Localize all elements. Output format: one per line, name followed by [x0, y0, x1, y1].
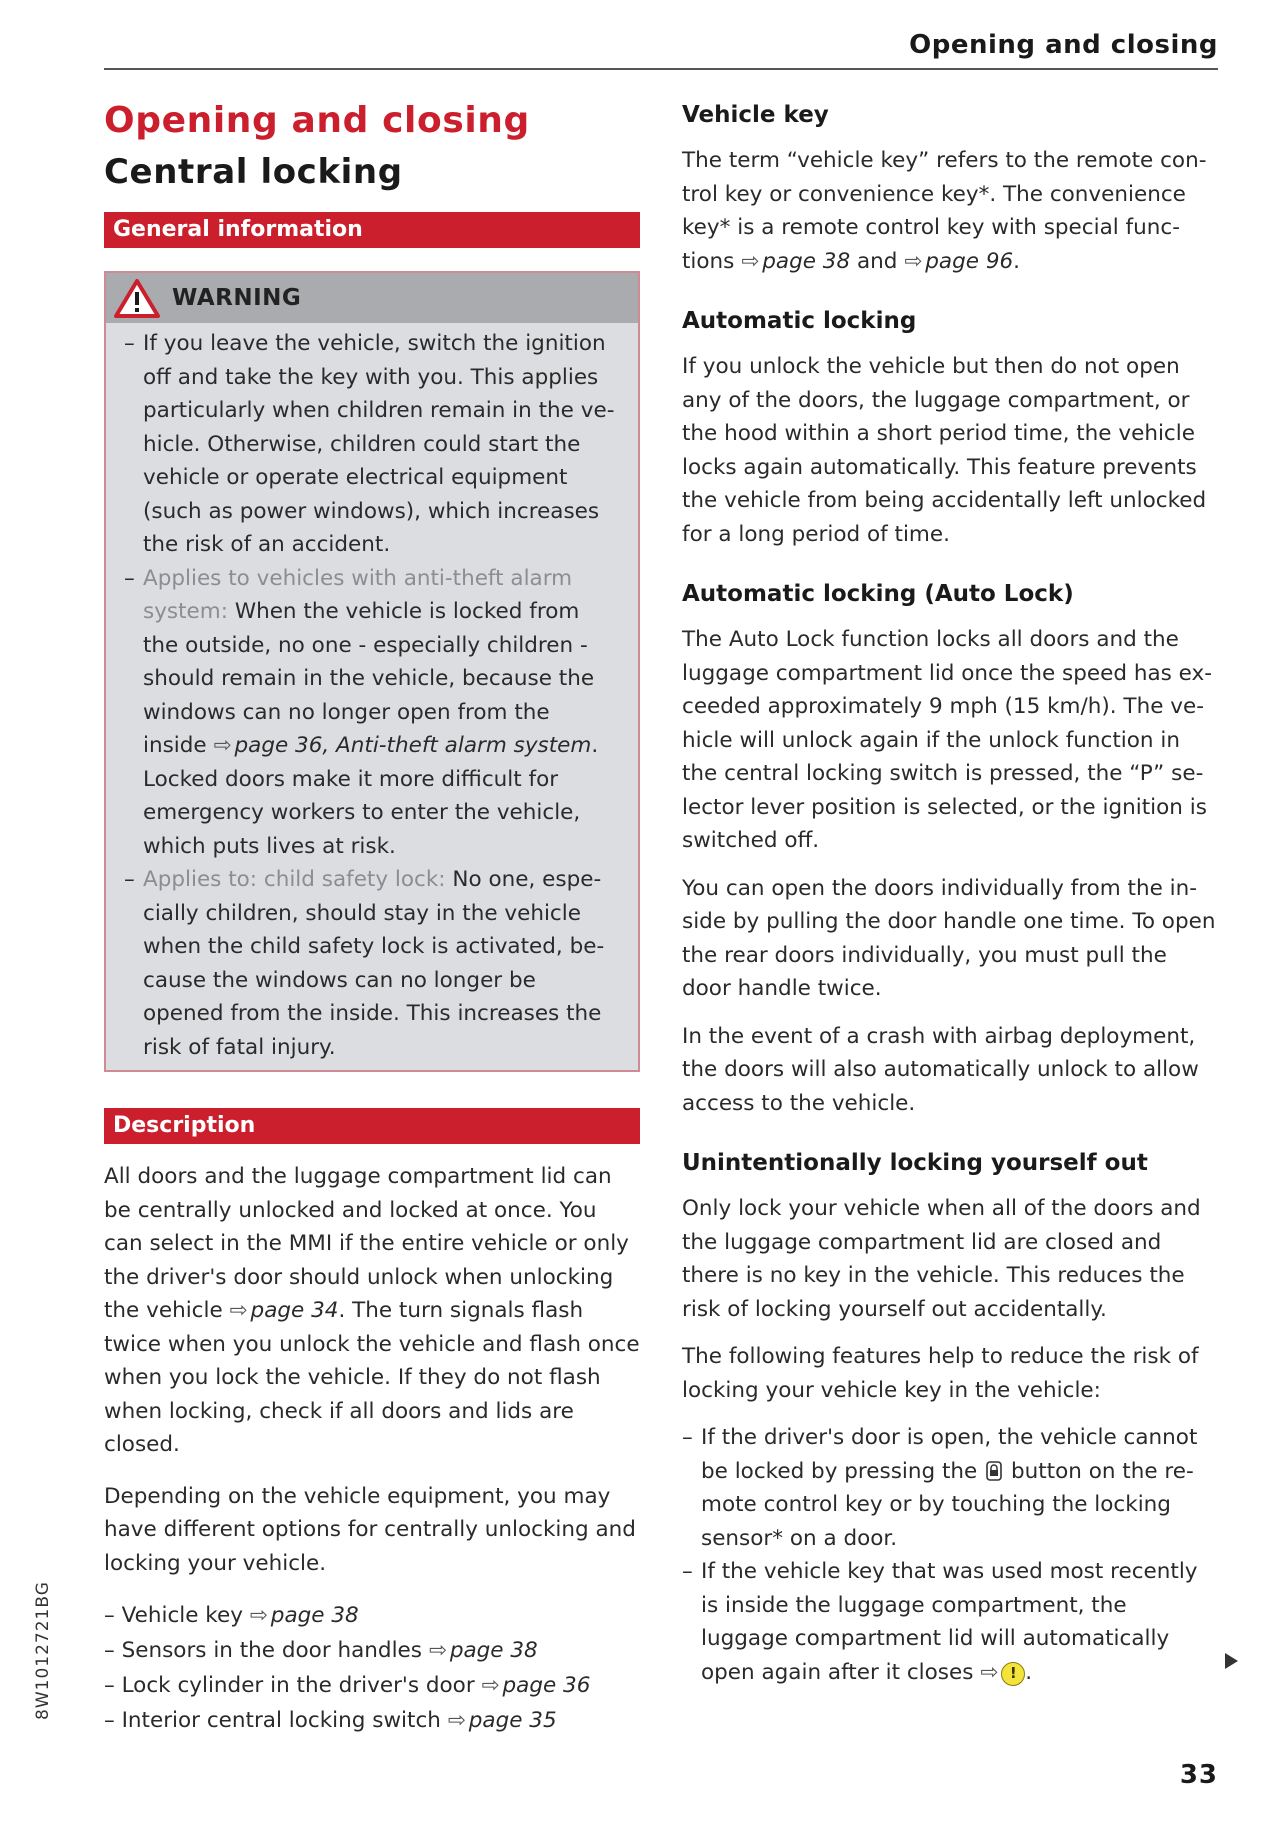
automatic-locking-section	[682, 302, 1218, 551]
page-reference-text: page 96	[925, 248, 1014, 274]
page-reference-arrow-icon: ⇨	[904, 248, 923, 274]
locked-out-list	[682, 1421, 1218, 1689]
automatic-locking-paragraph: If you unlock the vehicle but then do not open any of the doors, the luggage compartment, or the hood within a short period time, the vehicle locks again automatically. This feature prevents the vehicle from being accidentally left unlocked for a long period of time.	[682, 354, 1207, 547]
description-paragraph: Depending on the vehicle equipment, you may have different options for centrally unlocking and locking your vehicle.	[104, 1483, 636, 1576]
locked-out-section	[682, 1144, 1218, 1689]
list-item-text: If the driver's door is open, the vehicle cannot be locked by pressing the	[701, 1425, 1198, 1484]
page-number: 33	[1179, 1760, 1218, 1790]
paragraph-text: The term “vehicle key” refers to the remote control key or convenience key*. The convenience key* is a remote control key with special functions	[682, 148, 1207, 274]
list-item-text: – Lock cylinder in the driver's door	[104, 1673, 482, 1698]
page-reference-link[interactable]	[213, 733, 591, 758]
list-item-text: – Interior central locking switch	[104, 1708, 448, 1733]
running-header: Opening and closing	[909, 30, 1218, 60]
applies-note: Applies to: child safety lock:	[143, 867, 446, 892]
paragraph-text: and	[850, 248, 905, 274]
list-item	[104, 1598, 640, 1633]
warning-item-text: No one, especially children, should stay in the vehicle when the child safety lock is activated, because the windows can no longer be opened from the inside. This increases the risk of fatal injury.	[143, 867, 605, 1060]
chapter-title: Opening and closing	[104, 100, 530, 141]
list-item	[682, 1555, 1218, 1689]
page-reference-arrow-icon: ⇨	[741, 248, 760, 274]
page-reference-link[interactable]	[904, 249, 1013, 274]
description-paragraph	[104, 1160, 640, 1462]
page-reference-text: page 36, Anti-theft alarm system	[234, 733, 592, 758]
page-reference-link[interactable]	[429, 1638, 538, 1663]
list-item-text: .	[1025, 1659, 1033, 1685]
paragraph-text: . The turn signals flash twice when you unlock the vehicle and flash once when you lock the vehicle. If they do not flash when locking, check if all doors and lids are closed.	[104, 1298, 640, 1457]
section-title: Central locking	[104, 152, 403, 192]
auto-lock-section	[682, 575, 1218, 1120]
page-reference-text: page 35	[468, 1708, 557, 1733]
page-reference-text: page 38	[270, 1603, 359, 1628]
page-reference-text: page 36	[502, 1673, 591, 1698]
page-reference-text: page 38	[762, 248, 851, 274]
auto-lock-paragraph: You can open the doors individually from the inside by pulling the door handle one time. To open the rear doors individually, you must pull the door handle twice.	[682, 875, 1216, 1001]
list-item	[682, 1421, 1218, 1555]
warning-item	[124, 327, 620, 562]
page-reference-arrow-icon: ⇨	[428, 1638, 447, 1663]
page-reference-arrow-icon: ⇨	[229, 1298, 248, 1323]
list-item-text: – Sensors in the door handles	[104, 1638, 429, 1663]
page-reference-arrow-icon: ⇨	[447, 1708, 466, 1733]
page-reference-text: page 34	[250, 1298, 339, 1323]
locking-options-list	[104, 1598, 640, 1738]
warning-label: WARNING	[172, 285, 302, 311]
locked-out-paragraph: Only lock your vehicle when all of the doors and the luggage compartment lid are closed and there is no key in the vehicle. This reduces the risk of locking yourself out accidentally.	[682, 1196, 1201, 1322]
right-column	[682, 96, 1218, 1689]
page-reference-link[interactable]	[448, 1708, 557, 1733]
warning-item-text-after: . Locked doors make it more difficult for emergency workers to enter the vehicle, which puts lives at risk.	[143, 733, 599, 859]
list-item	[104, 1668, 640, 1703]
warning-list	[106, 323, 638, 1064]
vehicle-key-section	[682, 96, 1218, 278]
notice-circle-icon: !	[1001, 1662, 1025, 1686]
description-bar: Description	[104, 1108, 640, 1144]
warning-item	[124, 863, 620, 1064]
page-reference-link[interactable]	[250, 1603, 359, 1628]
page-reference-text: page 38	[449, 1638, 538, 1663]
locked-out-heading: Unintentionally locking yourself out	[682, 1150, 1148, 1176]
warning-triangle-icon	[114, 278, 160, 318]
page-reference-arrow-icon: ⇨	[249, 1603, 268, 1628]
document-code: 8W1012721BG	[33, 1581, 53, 1720]
auto-lock-paragraph: In the event of a crash with airbag deployment, the doors will also automatically unlock to allow access to the vehicle.	[682, 1023, 1199, 1116]
lock-button-icon	[986, 1461, 1002, 1481]
paragraph-text: .	[1013, 248, 1021, 274]
list-item	[104, 1633, 640, 1668]
page-reference-arrow-icon: ⇨	[213, 733, 232, 758]
auto-lock-paragraph: The Auto Lock function locks all doors and the luggage compartment lid once the speed has exceeded approximately 9 mph (15 km/h). The vehicle will unlock again if the unlock function in the central locking switch is pressed, the “P” selector lever position is selected, or the ignition is switched off.	[682, 627, 1213, 853]
notice-reference-link[interactable]	[980, 1660, 1025, 1685]
vehicle-key-paragraph	[682, 144, 1218, 278]
vehicle-key-heading: Vehicle key	[682, 102, 829, 128]
paragraph-text: All doors and the luggage compartment lid can be centrally unlocked and locked at once. You can select in the MMI if the entire vehicle or only the driver's door should unlock when unlocking the vehicle	[104, 1164, 629, 1323]
left-column	[104, 96, 640, 1738]
list-item	[104, 1703, 640, 1738]
auto-lock-heading: Automatic locking (Auto Lock)	[682, 581, 1074, 607]
applies-note: Applies to vehicles with anti-theft alarm system:	[143, 565, 573, 624]
list-item-text: If the vehicle key that was used most recently is inside the luggage compartment, the luggage compartment lid will automatically open again after it closes	[701, 1559, 1198, 1685]
automatic-locking-heading: Automatic locking	[682, 308, 917, 334]
page-reference-arrow-icon: ⇨	[481, 1673, 500, 1698]
warning-item	[124, 562, 620, 864]
warning-item-text: If you leave the vehicle, switch the ignition off and take the key with you. This applies particularly when children remain in the vehicle. Otherwise, children could start the vehicle or operate electrical equipment (such as power windows), which increases the risk of an accident.	[143, 331, 615, 557]
page-reference-arrow-icon: ⇨	[980, 1659, 999, 1685]
header-divider	[104, 68, 1218, 70]
warning-item-text: When the vehicle is locked from the outside, no one - especially children - should remain in the vehicle, because the windows can no longer open from the inside	[143, 599, 595, 758]
list-item-text: – Vehicle key	[104, 1603, 250, 1628]
page-reference-link[interactable]	[230, 1298, 339, 1323]
locked-out-paragraph: The following features help to reduce the risk of locking your vehicle key in the vehicle:	[682, 1344, 1199, 1403]
warning-box	[104, 271, 640, 1072]
warning-header	[106, 273, 638, 323]
page-reference-link[interactable]	[741, 249, 850, 274]
continue-arrow-icon	[1225, 1653, 1238, 1669]
general-information-bar: General information	[104, 212, 640, 248]
list-item-text: button on the remote control key or by touching the locking sensor* on a door.	[701, 1458, 1194, 1551]
page-reference-link[interactable]	[482, 1673, 591, 1698]
